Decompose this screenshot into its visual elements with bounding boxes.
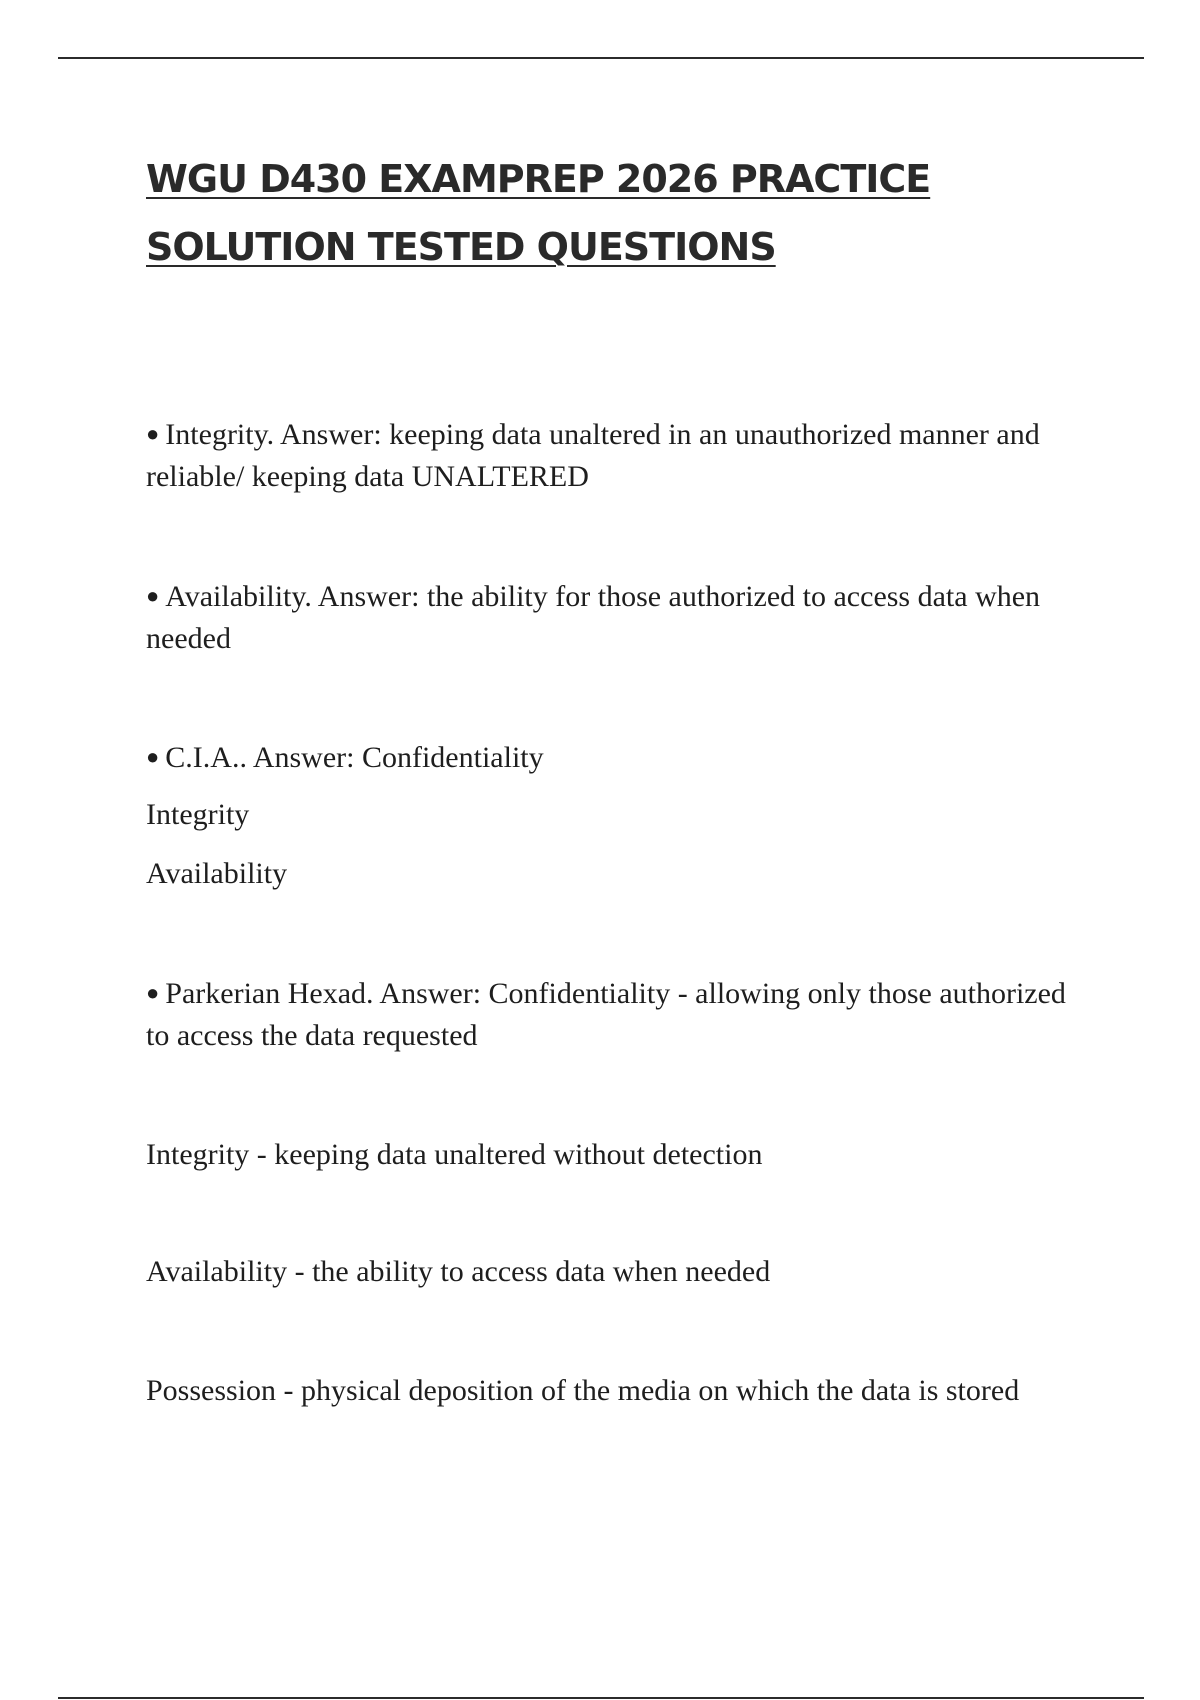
bullet-icon: ● [146, 583, 160, 608]
title-line-1: WGU D430 EXAMPREP 2026 PRACTICE [146, 157, 931, 201]
entry-parkerian-hexad [146, 972, 1096, 1057]
entry-term: Availability. [165, 580, 312, 613]
bullet-icon: ● [146, 744, 160, 769]
bottom-divider [58, 1697, 1144, 1699]
entry-availability [146, 575, 1096, 660]
top-divider [58, 57, 1144, 59]
entry-cia [146, 736, 1096, 779]
entry-integrity [146, 413, 1096, 498]
bullet-icon: ● [146, 980, 160, 1005]
cia-line-availability: Availability [146, 857, 288, 890]
title-line-2: SOLUTION TESTED QUESTIONS [146, 225, 776, 269]
entry-term: Parkerian Hexad. [165, 977, 374, 1010]
entry-answer: Answer: keeping data unaltered in an unauthorized manner and reliable/ keeping data UNALTERED [146, 418, 1040, 493]
entry-answer: Answer: the ability for those authorized to access data when needed [146, 580, 1041, 655]
hexad-possession: Possession - physical deposition of the media on which the data is stored [146, 1374, 1020, 1407]
entry-answer: Answer: Confidentiality - allowing only those authorized to access the data requested [146, 977, 1066, 1052]
hexad-availability: Availability - the ability to access data when needed [146, 1255, 771, 1288]
cia-line-integrity: Integrity [146, 798, 250, 831]
entry-term: Integrity. [165, 418, 275, 451]
entry-answer: Answer: Confidentiality [252, 741, 544, 774]
entry-term: C.I.A.. [165, 741, 247, 774]
page-title [146, 145, 1046, 281]
bullet-icon: ● [146, 421, 160, 446]
hexad-integrity: Integrity - keeping data unaltered without detection [146, 1138, 763, 1171]
